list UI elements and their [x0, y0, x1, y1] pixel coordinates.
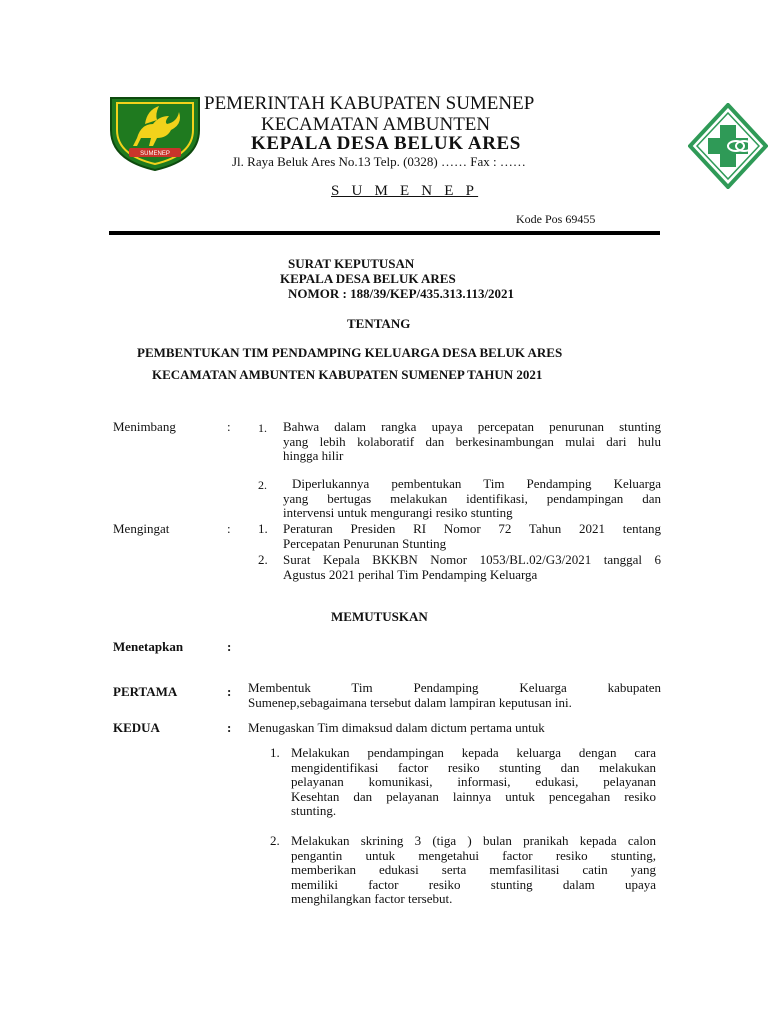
letterhead-postal-code: Kode Pos 69455 — [516, 212, 596, 226]
second-dictum-intro: Menugaskan Tim dimaksud dalam dictum pertama untuk — [248, 720, 545, 735]
decree-subject-line1: PEMBENTUKAN TIM PENDAMPING KELUARGA DESA BELUK ARES — [137, 345, 563, 360]
decide-heading: MEMUTUSKAN — [331, 609, 428, 624]
text-line: intervensi untuk mengurangi resiko stunting — [283, 505, 513, 520]
considering-item-number: 1. — [258, 421, 267, 435]
text-line: menghilangkan factor tersebut. — [291, 891, 453, 906]
text-line: Membentuk Tim Pendamping Keluarga kabupaten — [248, 680, 661, 695]
letterhead-address: Jl. Raya Beluk Ares No.13 Telp. (0328) …… Fax : …… — [232, 154, 526, 169]
letterhead-village: KEPALA DESA BELUK ARES — [251, 133, 521, 154]
text-line: Agustus 2021 perihal Tim Pendamping Keluarga — [283, 566, 538, 582]
first-dictum-text — [248, 681, 661, 710]
task-number: 2. — [270, 833, 280, 848]
text-line: memberikan edukasi serta memfasilitasi catin yang — [291, 862, 656, 877]
text-line: memiliki factor resiko stunting dalam upaya — [291, 876, 656, 892]
health-logo — [688, 103, 768, 189]
text-line: Melakukan pendampingan kepada keluarga dengan cara — [291, 745, 656, 760]
text-line: Bahwa dalam rangka upaya percepatan penurunan stunting — [283, 419, 661, 434]
task-2 — [291, 834, 656, 907]
considering-item-2-cont — [283, 492, 661, 521]
text-line: pengantin untuk mengetahui factor resiko stunting, — [291, 847, 656, 863]
second-dictum-label: KEDUA — [113, 720, 160, 735]
text-line: Melakukan skrining 3 (tiga ) bulan pranikah kepada calon — [291, 833, 656, 848]
remembering-label: Mengingat — [113, 521, 170, 536]
considering-item-1 — [283, 420, 661, 464]
text-line: mengidentifikasi factor resiko stunting dan melakukan — [291, 759, 656, 775]
text-line: Diperlukannya pembentukan Tim Pendamping Keluarga — [292, 476, 661, 491]
remembering-item-1 — [283, 522, 661, 551]
letterhead-government: PEMERINTAH KABUPATEN SUMENEP — [204, 93, 535, 114]
letterhead-divider — [109, 231, 660, 235]
considering-label: Menimbang — [113, 419, 176, 434]
text-line: Kesehtan dan pelayanan lainnya untuk pencegahan resiko — [291, 788, 656, 804]
remembering-item-number: 2. — [258, 552, 268, 567]
text-line: yang bertugas melakukan identifikasi, pendampingan dan — [283, 490, 661, 506]
considering-item-number: 2. — [258, 478, 267, 492]
letterhead-district: KECAMATAN AMBUNTEN — [261, 114, 491, 135]
emblem-banner-text: SUMENEP — [140, 151, 170, 157]
text-line: yang lebih kolaboratif dan berkesinambungan mulai dari hulu — [283, 433, 661, 449]
decree-issuer: KEPALA DESA BELUK ARES — [280, 271, 456, 286]
regency-emblem — [107, 94, 203, 172]
text-line: Percepatan Penurunan Stunting — [283, 535, 447, 551]
remembering-item-2 — [283, 553, 661, 582]
decree-number: NOMOR : 188/39/KEP/435.313.113/2021 — [288, 286, 515, 301]
text-line: hingga hilir — [283, 448, 344, 463]
text-line: pelayanan komunikasi, informasi, edukasi, pelayanan — [291, 774, 656, 789]
considering-item-2 — [292, 477, 661, 492]
decree-title: SURAT KEPUTUSAN — [288, 256, 415, 271]
establish-colon: : — [227, 639, 232, 654]
remembering-colon: : — [227, 521, 231, 536]
text-line: Surat Kepala BKKBN Nomor 1053/BL.02/G3/2021 tanggal 6 — [283, 552, 661, 567]
second-dictum-colon: : — [227, 720, 232, 735]
considering-colon: : — [227, 419, 231, 434]
first-dictum-colon: : — [227, 684, 232, 699]
text-line: Sumenep,sebagaimana tersebut dalam lampiran keputusan ini. — [248, 694, 572, 710]
letterhead-city: S U M E N E P — [331, 183, 479, 199]
remembering-item-number: 1. — [258, 521, 268, 536]
text-line: Peraturan Presiden RI Nomor 72 Tahun 2021 tentang — [283, 521, 661, 536]
decree-subject-line2: KECAMATAN AMBUNTEN KABUPATEN SUMENEP TAHUN 2021 — [152, 367, 543, 382]
first-dictum-label: PERTAMA — [113, 684, 178, 699]
task-1 — [291, 746, 656, 819]
text-line: stunting. — [291, 803, 337, 818]
establish-label: Menetapkan — [113, 639, 184, 654]
decree-about: TENTANG — [347, 316, 411, 331]
task-number: 1. — [270, 745, 280, 760]
